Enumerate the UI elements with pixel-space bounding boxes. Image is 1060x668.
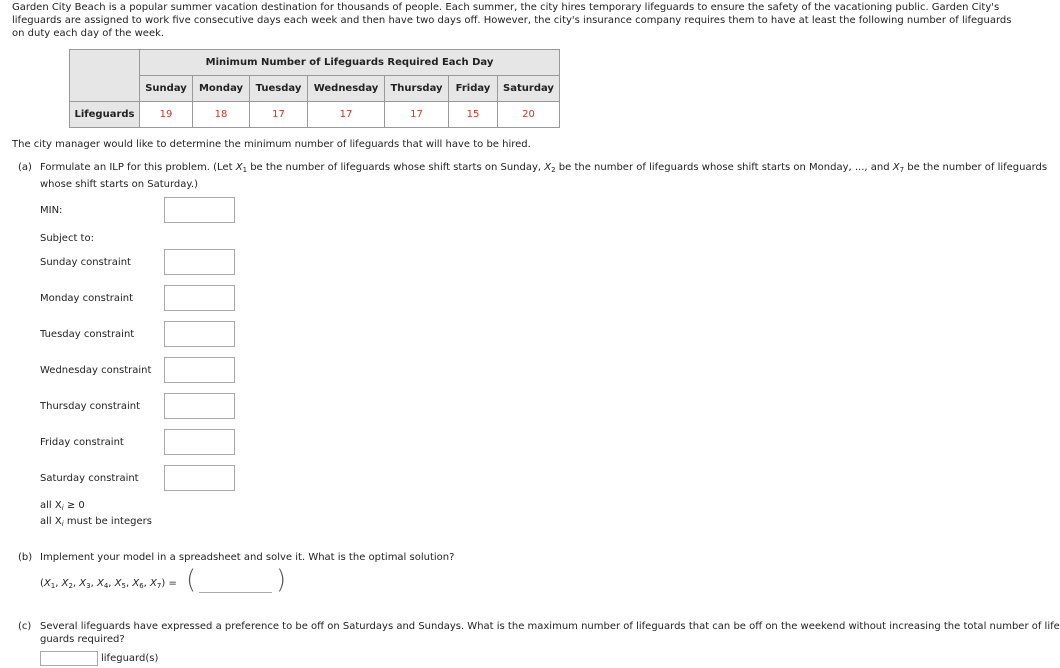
- requirements-table: [69, 49, 560, 128]
- table-cell: 19: [140, 102, 193, 128]
- day-header: Saturday: [498, 76, 560, 102]
- table-cell: 17: [250, 102, 308, 128]
- weekend-off-input[interactable]: [40, 651, 98, 666]
- tuesday-constraint-label: Tuesday constraint: [40, 329, 135, 340]
- table-cell: 17: [308, 102, 385, 128]
- table-title: Minimum Number of Lifeguards Required Each Day: [140, 50, 560, 76]
- day-header: Monday: [193, 76, 250, 102]
- solution-tuple-label: ($X_1$, $X_2$, $X_3$, $X_4$, $X_5$, $X_6$, $X_7$) =: [40, 578, 177, 590]
- problem-intro: Garden City Beach is a popular summer vacation destination for thousands of people. Each summer, the city hires temporary lifeguards to ensure the safety of the vacationing public. Garden City's lifeguards are assigned to work five consecutive days each week and then have two days off. However, the city's insurance company requires them to have at least the following number of lifeguards on duty each day of the week.: [12, 2, 1012, 39]
- min-label: MIN:: [40, 205, 63, 216]
- sunday-constraint-label: Sunday constraint: [40, 257, 131, 268]
- part-a-marker: (a): [18, 162, 32, 173]
- thursday-constraint-input[interactable]: [164, 393, 235, 419]
- day-header: Sunday: [140, 76, 193, 102]
- sunday-constraint-input[interactable]: [164, 249, 235, 275]
- thursday-constraint-label: Thursday constraint: [40, 401, 141, 412]
- integer-text: all $X_i$ must be integers: [40, 516, 152, 528]
- part-a-prompt-line2: whose shift starts on Saturday.): [40, 179, 198, 190]
- nonnegativity-text: all $X_i \ge 0$: [40, 500, 85, 512]
- row-label: Lifeguards: [70, 102, 140, 128]
- table-cell: 18: [193, 102, 250, 128]
- part-a-prompt: Formulate an ILP for this problem. (Let $X_1$ be the number of lifeguards whose shift starts on Sunday, $X_2$ be the number of lifeguards whose shift starts on Monday, ..., and $X_7$ be the number of lifeguards: [40, 162, 1048, 174]
- friday-constraint-label: Friday constraint: [40, 437, 124, 448]
- wednesday-constraint-input[interactable]: [164, 357, 235, 383]
- table-cell: 17: [385, 102, 449, 128]
- table-cell: 20: [498, 102, 560, 128]
- day-header: Friday: [449, 76, 498, 102]
- day-header: Thursday: [385, 76, 449, 102]
- tuesday-constraint-input[interactable]: [164, 321, 235, 347]
- right-paren: ): [276, 565, 287, 595]
- wednesday-constraint-label: Wednesday constraint: [40, 365, 152, 376]
- part-c-prompt: Several lifeguards have expressed a preference to be off on Saturdays and Sundays. What is the maximum number of lifeguards that can be off on the weekend without increasing the total number of life: [40, 621, 1060, 632]
- manager-text: The city manager would like to determine the minimum number of lifeguards that will have to be hired.: [12, 139, 531, 150]
- objective-input[interactable]: [164, 197, 235, 223]
- monday-constraint-label: Monday constraint: [40, 293, 134, 304]
- part-b-marker: (b): [18, 552, 33, 563]
- saturday-constraint-label: Saturday constraint: [40, 473, 139, 484]
- monday-constraint-input[interactable]: [164, 285, 235, 311]
- part-c-prompt-line2: guards required?: [40, 634, 125, 645]
- table-cell: 15: [449, 102, 498, 128]
- subject-to-label: Subject to:: [40, 233, 94, 244]
- part-b-prompt: Implement your model in a spreadsheet and solve it. What is the optimal solution?: [40, 552, 455, 563]
- friday-constraint-input[interactable]: [164, 429, 235, 455]
- left-paren: (: [186, 565, 197, 595]
- table-corner-lower: [70, 76, 140, 102]
- unit-label: lifeguard(s): [101, 653, 159, 664]
- table-corner: [70, 50, 140, 76]
- day-header: Tuesday: [250, 76, 308, 102]
- saturday-constraint-input[interactable]: [164, 465, 235, 491]
- solution-input[interactable]: [199, 572, 272, 593]
- day-header: Wednesday: [308, 76, 385, 102]
- part-c-marker: (c): [18, 621, 32, 632]
